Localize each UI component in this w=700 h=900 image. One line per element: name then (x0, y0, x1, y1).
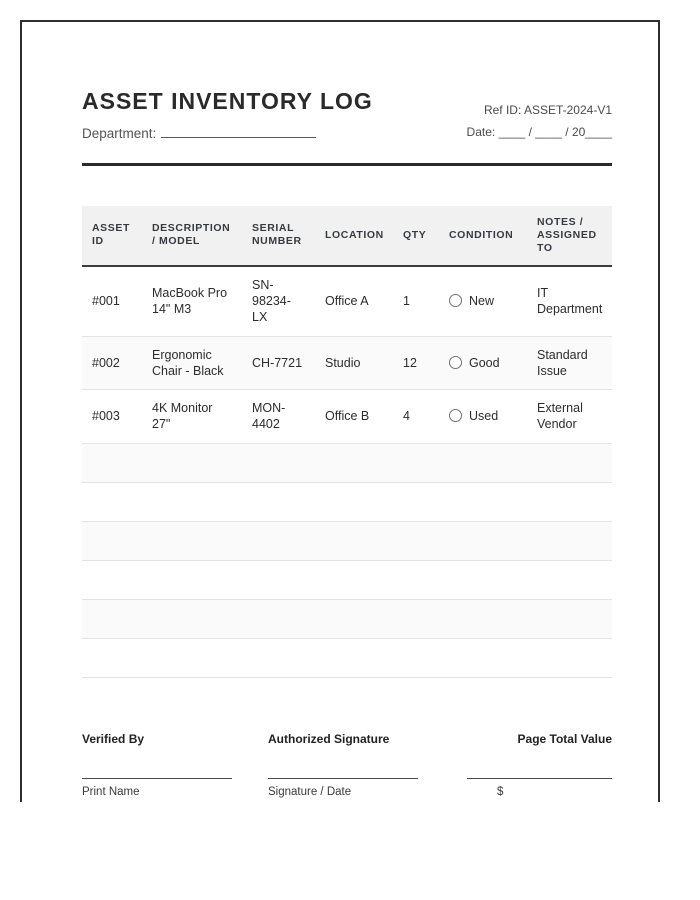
empty-cell (142, 443, 242, 482)
empty-cell (315, 482, 393, 521)
condition-radio-icon[interactable] (449, 409, 462, 422)
empty-cell (527, 599, 612, 638)
empty-table-row (82, 482, 612, 521)
table-header-row (82, 206, 612, 266)
cell-asset-id: #001 (82, 266, 142, 336)
empty-table-row (82, 560, 612, 599)
empty-table-row (82, 521, 612, 560)
condition-radio-icon[interactable] (449, 356, 462, 369)
table-row (82, 266, 612, 336)
authorized-signature-line[interactable] (268, 778, 418, 779)
print-name-label: Print Name (82, 785, 140, 798)
empty-table-row (82, 599, 612, 638)
cell-asset-id: #003 (82, 390, 142, 444)
empty-cell (242, 560, 315, 599)
empty-cell (393, 443, 439, 482)
empty-cell (527, 638, 612, 677)
department-label: Department: (82, 125, 157, 141)
empty-cell (527, 560, 612, 599)
form-page (20, 20, 660, 802)
cell-condition (439, 336, 527, 390)
table-row (82, 390, 612, 444)
empty-table-row (82, 443, 612, 482)
authorized-signature-block (268, 732, 418, 798)
authorized-signature-label: Authorized Signature (268, 731, 390, 746)
cell-condition (439, 390, 527, 444)
cell-notes: External Vendor (527, 390, 612, 444)
empty-cell (315, 638, 393, 677)
cell-description: MacBook Pro 14" M3 (142, 266, 242, 336)
empty-cell (142, 521, 242, 560)
header-divider-rule (82, 163, 612, 166)
cell-location: Office A (315, 266, 393, 336)
empty-cell (393, 521, 439, 560)
column-header-4: LOCATION (315, 206, 393, 266)
empty-cell (439, 482, 527, 521)
empty-cell (242, 638, 315, 677)
empty-cell (82, 482, 142, 521)
cell-description: 4K Monitor 27" (142, 390, 242, 444)
currency-symbol: $ (497, 785, 504, 798)
form-header (82, 88, 612, 141)
condition-label: Good (469, 355, 500, 370)
signature-footer (82, 732, 612, 798)
page-total-line[interactable] (467, 778, 612, 779)
column-header-3: SERIAL NUMBER (242, 206, 315, 266)
table-row (82, 336, 612, 390)
cell-description: Ergonomic Chair - Black (142, 336, 242, 390)
empty-cell (527, 482, 612, 521)
empty-cell (315, 560, 393, 599)
empty-cell (315, 521, 393, 560)
empty-cell (393, 599, 439, 638)
cell-asset-id: #002 (82, 336, 142, 390)
cell-condition (439, 266, 527, 336)
cell-location: Office B (315, 390, 393, 444)
ref-id-text: Ref ID: ASSET-2024-V1 (483, 102, 612, 117)
empty-cell (527, 443, 612, 482)
cell-qty: 4 (393, 390, 439, 444)
empty-cell (142, 638, 242, 677)
empty-cell (315, 599, 393, 638)
empty-cell (439, 443, 527, 482)
column-header-7: NOTES / ASSIGNED TO (527, 206, 612, 266)
empty-cell (439, 599, 527, 638)
empty-cell (527, 521, 612, 560)
page-total-block (467, 732, 612, 798)
cell-location: Studio (315, 336, 393, 390)
empty-cell (142, 560, 242, 599)
empty-cell (82, 599, 142, 638)
empty-cell (82, 560, 142, 599)
verified-by-label: Verified By (82, 731, 145, 746)
page-total-label: Page Total Value (517, 731, 612, 746)
department-blank-line[interactable] (161, 125, 316, 138)
empty-cell (242, 482, 315, 521)
header-left (82, 88, 373, 141)
cell-qty: 12 (393, 336, 439, 390)
cell-serial-number: CH-7721 (242, 336, 315, 390)
column-header-6: CONDITION (439, 206, 527, 266)
column-header-5: QTY (393, 206, 439, 266)
page-title: ASSET INVENTORY LOG (82, 88, 373, 114)
cell-notes: IT Department (527, 266, 612, 336)
empty-cell (393, 482, 439, 521)
verified-by-signature-line[interactable] (82, 778, 232, 779)
empty-cell (142, 599, 242, 638)
empty-cell (439, 560, 527, 599)
signature-date-label: Signature / Date (268, 785, 352, 798)
cell-notes: Standard Issue (527, 336, 612, 390)
column-header-1: ASSET ID (82, 206, 142, 266)
empty-cell (242, 599, 315, 638)
cell-serial-number: MON-4402 (242, 390, 315, 444)
department-field (82, 125, 373, 141)
condition-radio-icon[interactable] (449, 294, 462, 307)
empty-cell (439, 521, 527, 560)
empty-cell (82, 638, 142, 677)
empty-cell (82, 521, 142, 560)
empty-table-row (82, 638, 612, 677)
condition-label: New (469, 294, 495, 309)
empty-cell (82, 443, 142, 482)
empty-cell (242, 443, 315, 482)
empty-cell (142, 482, 242, 521)
cell-serial-number: SN-98234-LX (242, 266, 315, 336)
asset-inventory-table (82, 206, 612, 678)
empty-cell (439, 638, 527, 677)
empty-cell (315, 443, 393, 482)
empty-cell (393, 638, 439, 677)
condition-label: Used (469, 409, 499, 424)
header-right (467, 103, 612, 141)
date-field[interactable]: Date: ____ / ____ / 20____ (466, 125, 612, 140)
column-header-2: DESCRIPTION / MODEL (142, 206, 242, 266)
verified-by-block (82, 732, 232, 798)
empty-cell (393, 560, 439, 599)
empty-cell (242, 521, 315, 560)
cell-qty: 1 (393, 266, 439, 336)
